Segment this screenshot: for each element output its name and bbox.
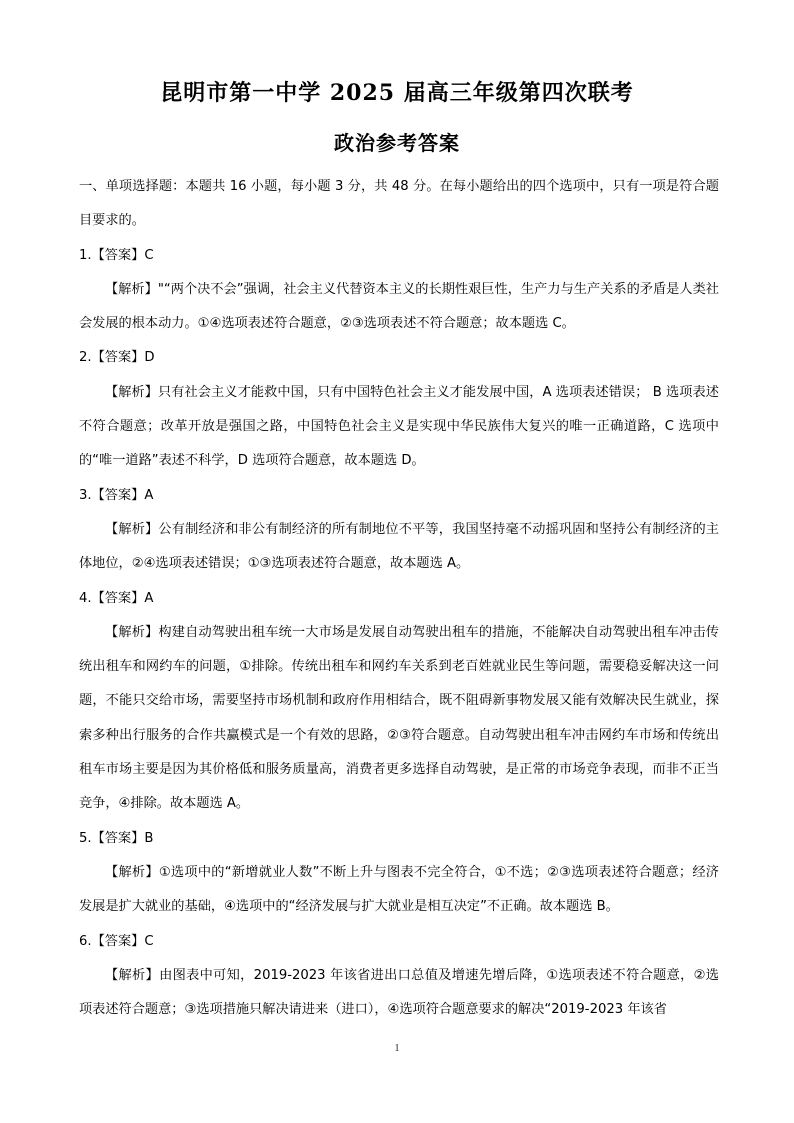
section-intro: 一、单项选择题：本题共 16 小题，每小题 3 分，共 48 分。在每小题给出的四个选项中，只有一项是符合题目要求的。 (79, 179, 719, 229)
page-subtitle: 政治参考答案 (334, 131, 460, 155)
document-body (79, 170, 719, 1027)
page-title: 昆明市第一中学 2025 届高三年级第四次联考 (160, 80, 634, 106)
analysis-paragraph: 【解析】①选项中的“新增就业人数”不断上升与图表不完全符合，①不选；②③选项表述符合题意；经济发展是扩大就业的基础，④选项中的“经济发展与扩大就业是相互决定”不正确。故本题选 B。 (79, 864, 719, 915)
analysis-paragraph: 【解析】由图表中可知，2019-2023 年该省进出口总值及增速先增后降，①选项表述不符合题意，②选项表述符合题意；③选项措施只解决请进来（进口），④选项符合题意要求的解决“2019-2023 年该省 (79, 967, 719, 1018)
answer-line: 6.【答案】C (79, 933, 154, 949)
answer-line: 2.【答案】D (79, 350, 155, 366)
analysis-paragraph: 【解析】公有制经济和非公有制经济的所有制地位不平等，我国坚持毫不动摇巩固和坚持公有制经济的主体地位，②④选项表述错误；①③选项表述符合题意，故本题选 A。 (79, 521, 719, 572)
answer-line: 4.【答案】A (79, 590, 154, 606)
analysis-paragraph: 【解析】构建自动驾驶出租车统一大市场是发展自动驾驶出租车的措施，不能解决自动驾驶出租车冲击传统出租车和网约车的问题，①排除。传统出租车和网约车关系到老百姓就业民生等问题，需要稳妥解决这一问题，不能只交给市场，需要坚持市场机制和政府作用相结合，既不阻碍新事物发展又能有效解决民生就业，探索多种出行服务的合作共赢模式是一个有效的思路，②③符合题意。自动驾驶出租车冲击网约车市场和传统出租车市场主要是因为其价格低和服务质量高，消费者更多选择自动驾驶，是正常的市场竞争表现，而非不正当竞争，④排除。故本题选 A。 (79, 624, 719, 812)
answer-line: 5.【答案】B (79, 830, 154, 846)
page-number: 1 (394, 1042, 400, 1054)
analysis-paragraph: 【解析】"“两个决不会”强调，社会主义代替资本主义的长期性艰巨性，生产力与生产关系的矛盾是人类社会发展的根本动力。①④选项表述符合题意，②③选项表述不符合题意；故本题选 C。 (79, 281, 719, 332)
answer-line: 1.【答案】C (79, 247, 154, 263)
answer-line: 3.【答案】A (79, 487, 154, 503)
analysis-paragraph: 【解析】只有社会主义才能救中国，只有中国特色社会主义才能发展中国，A 选项表述错误； B 选项表述不符合题意；改革开放是强国之路，中国特色社会主义是实现中华民族伟大复兴的唯一正确道路，C 选项中的“唯一道路”表述不科学，D 选项符合题意，故本题选 D。 (79, 384, 719, 469)
